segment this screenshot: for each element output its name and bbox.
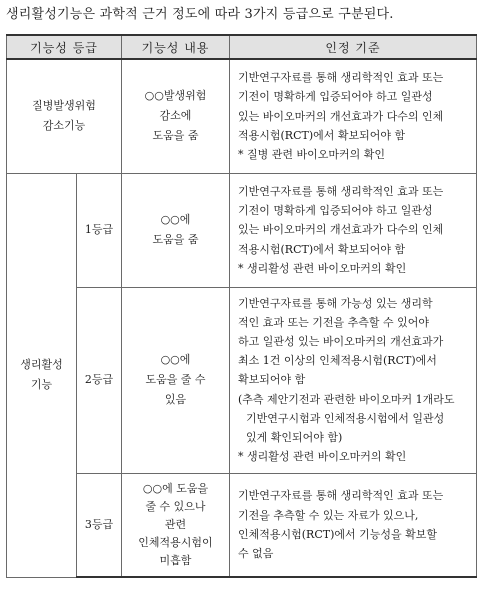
header-content: 기능성 내용 — [122, 35, 230, 59]
content-disease-line2: 감소에 — [159, 109, 192, 123]
criteria-grade3-line2: 기전을 추측할 수 있는 자료가 있으나, — [238, 508, 419, 522]
content-disease-line1: ○○발생위험 — [144, 89, 207, 103]
criteria-grade1-line1: 기반연구자료를 통해 생리학적인 효과 또는 — [238, 184, 444, 198]
table-header-row — [7, 35, 477, 59]
criteria-grade2-line2: 적인 효과 또는 기전을 추측할 수 있어야 — [238, 315, 429, 329]
criteria-grade1-note: * 생리활성 관련 바이오마커의 확인 — [238, 261, 407, 275]
criteria-grade3 — [230, 473, 477, 577]
criteria-grade2 — [230, 287, 477, 473]
criteria-grade2-line8: 있게 확인되어야 함) — [246, 431, 343, 444]
content-grade3-line4: 인체적용시험이 — [138, 535, 213, 549]
content-grade3-line2: 줄 수 있으나 — [145, 499, 206, 513]
criteria-grade2-note: * 생리활성 관련 바이오마커의 확인 — [238, 450, 407, 464]
criteria-disease-note: * 질병 관련 바이오마커의 확인 — [238, 148, 385, 162]
content-grade2-line1: ○○에 — [160, 353, 191, 366]
table-row-disease — [7, 59, 477, 173]
physio-group-label — [7, 173, 77, 577]
content-grade2-line3: 있음 — [164, 393, 187, 406]
header-criteria: 인정 기준 — [230, 35, 477, 59]
criteria-grade2-line1: 기반연구자료를 통해 가능성 있는 생리학 — [238, 296, 433, 310]
grade2-label: 2등급 — [77, 287, 122, 473]
grade-criteria-table — [6, 34, 477, 578]
criteria-disease-line1: 기반연구자료를 통해 생리학적인 효과 또는 — [238, 71, 444, 85]
criteria-disease-line2: 기전이 명확하게 입증되어야 하고 일관성 — [238, 90, 433, 104]
criteria-grade3-line1: 기반연구자료를 통해 생리학적인 효과 또는 — [238, 489, 444, 503]
content-grade1 — [122, 173, 230, 287]
criteria-grade2-line4: 최소 1건 이상의 인체적용시험(RCT)에서 — [238, 354, 437, 368]
criteria-grade2-line3: 하고 일관성 있는 바이오마커의 개선효과가 — [238, 334, 444, 348]
table-row-grade2 — [7, 287, 477, 473]
grade3-label: 3등급 — [77, 473, 122, 577]
header-grade: 기능성 등급 — [7, 35, 122, 59]
physio-group-line1: 생리활성 — [20, 358, 63, 371]
criteria-grade1-line2: 기전이 명확하게 입증되어야 하고 일관성 — [238, 204, 433, 218]
grade-disease-line2: 감소기능 — [42, 119, 86, 133]
criteria-grade1-line4: 적용시험(RCT)에서 확보되어야 함 — [238, 242, 406, 256]
criteria-disease-line4: 적용시험(RCT)에서 확보되어야 함 — [238, 128, 406, 142]
criteria-disease-line3: 있는 바이오마커의 개선효과가 다수의 인체 — [238, 109, 444, 123]
content-grade1-line2: 도움을 줌 — [152, 233, 199, 246]
content-disease-line3: 도움을 줌 — [152, 129, 199, 143]
physio-group-line2: 기능 — [30, 378, 53, 391]
grade-disease-line1: 질병발생위험 — [32, 99, 96, 113]
criteria-grade2-line6: (추측 제안기전과 관련한 바이오마커 1개라도 — [238, 392, 455, 406]
criteria-grade3-line4: 수 없음 — [238, 546, 274, 560]
content-grade2-line2: 도움을 줄 수 — [145, 373, 206, 386]
criteria-grade3-line3: 인체적용시험(RCT)에서 기능성을 확보할 — [238, 527, 438, 541]
table-row-grade1 — [7, 173, 477, 287]
criteria-grade2-line7: 기반연구시험과 인체적용시험에서 일관성 — [246, 411, 445, 425]
criteria-grade1 — [230, 173, 477, 287]
content-grade3 — [122, 473, 230, 577]
intro-sentence: 생리활성기능은 과학적 근거 정도에 따라 3가지 등급으로 구분된다. — [6, 7, 394, 22]
content-disease — [122, 59, 230, 173]
content-grade3-line5: 미흡함 — [159, 553, 192, 567]
content-grade2 — [122, 287, 230, 473]
grade-disease — [7, 59, 122, 173]
table-row-grade3 — [7, 473, 477, 577]
criteria-grade1-line3: 있는 바이오마커의 개선효과가 다수의 인체 — [238, 223, 444, 237]
content-grade3-line1: ○○에 도움을 — [142, 481, 209, 495]
criteria-disease — [230, 59, 477, 173]
grade1-label: 1등급 — [77, 173, 122, 287]
content-grade3-line3: 관련 — [164, 517, 187, 531]
criteria-grade2-line5: 확보되어야 함 — [238, 373, 306, 387]
content-grade1-line1: ○○에 — [160, 213, 191, 226]
